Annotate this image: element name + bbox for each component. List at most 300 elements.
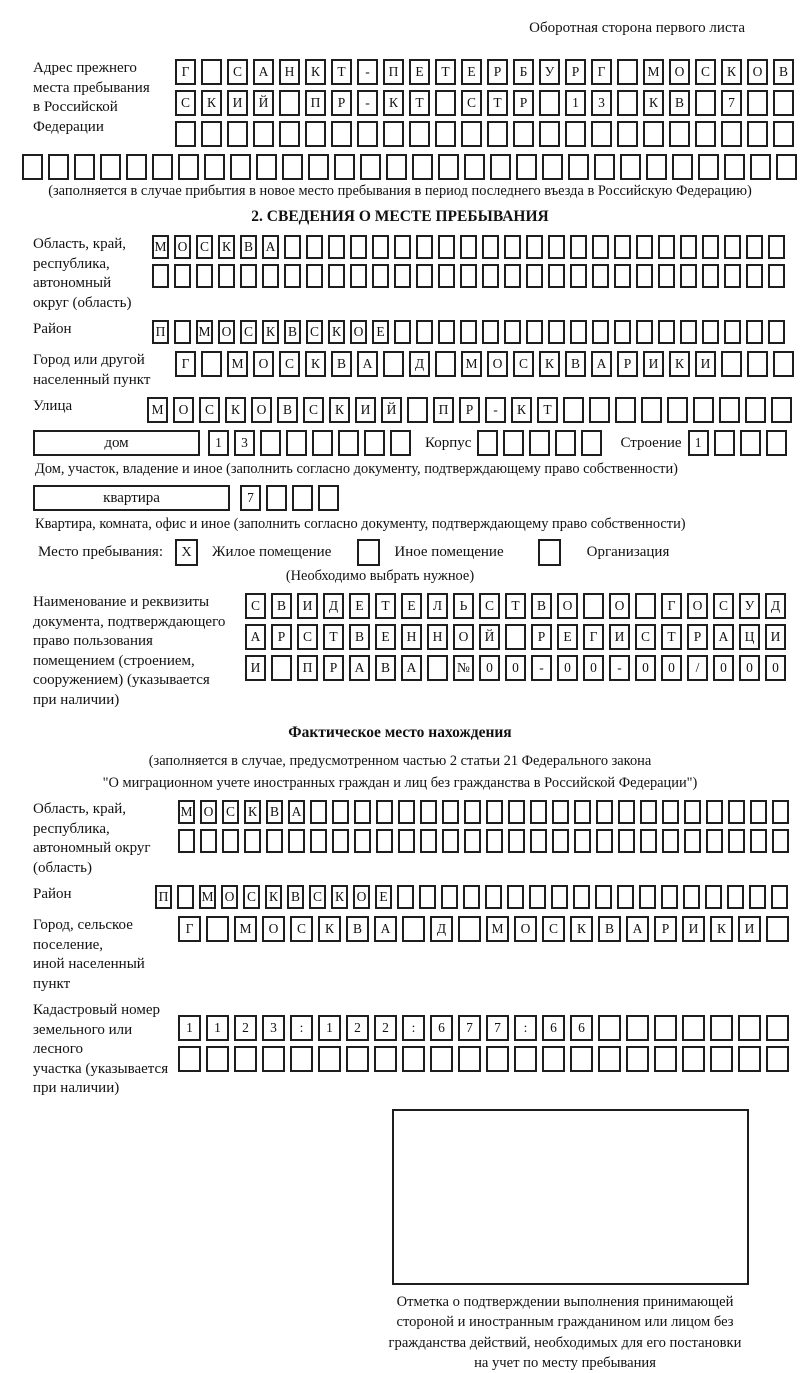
char-cell[interactable] — [693, 397, 714, 423]
char-cell[interactable] — [592, 320, 609, 344]
actual-city-row[interactable] — [178, 916, 789, 942]
char-cell[interactable] — [683, 885, 700, 909]
actual-district-row[interactable] — [155, 885, 788, 909]
char-cell[interactable]: Г — [583, 624, 604, 650]
char-cell[interactable] — [508, 800, 525, 824]
char-cell[interactable]: Л — [427, 593, 448, 619]
char-cell[interactable] — [416, 264, 433, 288]
char-cell[interactable] — [626, 1015, 649, 1041]
char-cell[interactable]: В — [773, 59, 794, 85]
char-cell[interactable] — [394, 320, 411, 344]
char-cell[interactable] — [482, 264, 499, 288]
char-cell[interactable]: А — [262, 235, 279, 259]
document-row-3[interactable] — [245, 655, 786, 681]
char-cell[interactable]: В — [349, 624, 370, 650]
char-cell[interactable] — [332, 829, 349, 853]
char-cell[interactable] — [539, 121, 560, 147]
char-cell[interactable]: 0 — [479, 655, 500, 681]
region-row-2[interactable] — [152, 264, 785, 288]
char-cell[interactable]: 6 — [570, 1015, 593, 1041]
char-cell[interactable]: И — [643, 351, 664, 377]
prev-address-overflow-row[interactable] — [22, 154, 800, 180]
char-cell[interactable]: П — [305, 90, 326, 116]
char-cell[interactable] — [266, 485, 287, 511]
char-cell[interactable]: 3 — [234, 430, 255, 456]
char-cell[interactable] — [738, 1015, 761, 1041]
char-cell[interactable] — [306, 235, 323, 259]
char-cell[interactable] — [750, 829, 767, 853]
district-row[interactable] — [152, 320, 785, 344]
char-cell[interactable]: 0 — [765, 655, 786, 681]
char-cell[interactable]: Е — [409, 59, 430, 85]
char-cell[interactable]: С — [542, 916, 565, 942]
char-cell[interactable]: С — [199, 397, 220, 423]
char-cell[interactable] — [486, 829, 503, 853]
char-cell[interactable]: А — [357, 351, 378, 377]
char-cell[interactable] — [435, 90, 456, 116]
char-cell[interactable]: И — [609, 624, 630, 650]
char-cell[interactable]: И — [738, 916, 761, 942]
char-cell[interactable]: М — [461, 351, 482, 377]
char-cell[interactable]: А — [288, 800, 305, 824]
char-cell[interactable] — [738, 1046, 761, 1072]
char-cell[interactable] — [460, 264, 477, 288]
char-cell[interactable] — [745, 397, 766, 423]
char-cell[interactable] — [256, 154, 277, 180]
char-cell[interactable] — [460, 320, 477, 344]
char-cell[interactable]: А — [401, 655, 422, 681]
char-cell[interactable] — [398, 800, 415, 824]
char-cell[interactable]: 0 — [557, 655, 578, 681]
char-cell[interactable]: В — [284, 320, 301, 344]
city-row[interactable] — [175, 351, 794, 377]
char-cell[interactable] — [178, 1046, 201, 1072]
char-cell[interactable]: С — [461, 90, 482, 116]
char-cell[interactable] — [658, 320, 675, 344]
char-cell[interactable] — [178, 154, 199, 180]
char-cell[interactable] — [477, 430, 498, 456]
apartment-cells[interactable] — [240, 485, 339, 511]
char-cell[interactable] — [636, 320, 653, 344]
prev-address-row-3[interactable] — [175, 121, 794, 147]
char-cell[interactable] — [201, 351, 222, 377]
char-cell[interactable] — [416, 235, 433, 259]
char-cell[interactable] — [200, 829, 217, 853]
korpus-cells[interactable] — [477, 430, 602, 456]
char-cell[interactable]: С — [243, 885, 260, 909]
char-cell[interactable]: С — [635, 624, 656, 650]
char-cell[interactable] — [305, 121, 326, 147]
char-cell[interactable] — [394, 235, 411, 259]
char-cell[interactable]: О — [350, 320, 367, 344]
char-cell[interactable]: 7 — [458, 1015, 481, 1041]
char-cell[interactable] — [312, 430, 333, 456]
char-cell[interactable] — [698, 154, 719, 180]
char-cell[interactable]: В — [331, 351, 352, 377]
char-cell[interactable] — [667, 397, 688, 423]
char-cell[interactable] — [658, 235, 675, 259]
char-cell[interactable]: Е — [372, 320, 389, 344]
char-cell[interactable] — [552, 800, 569, 824]
char-cell[interactable] — [702, 264, 719, 288]
char-cell[interactable] — [486, 1046, 509, 1072]
char-cell[interactable] — [174, 264, 191, 288]
char-cell[interactable] — [526, 320, 543, 344]
char-cell[interactable] — [661, 885, 678, 909]
char-cell[interactable]: С — [297, 624, 318, 650]
char-cell[interactable] — [658, 264, 675, 288]
char-cell[interactable]: М — [199, 885, 216, 909]
char-cell[interactable]: О — [353, 885, 370, 909]
char-cell[interactable]: Т — [323, 624, 344, 650]
char-cell[interactable]: С — [245, 593, 266, 619]
char-cell[interactable] — [420, 800, 437, 824]
cadastral-row-2[interactable] — [178, 1046, 789, 1072]
char-cell[interactable] — [636, 264, 653, 288]
char-cell[interactable]: И — [355, 397, 376, 423]
char-cell[interactable] — [583, 593, 604, 619]
char-cell[interactable] — [570, 235, 587, 259]
char-cell[interactable]: К — [328, 320, 345, 344]
char-cell[interactable] — [206, 1046, 229, 1072]
char-cell[interactable] — [504, 320, 521, 344]
char-cell[interactable] — [574, 829, 591, 853]
char-cell[interactable]: Т — [435, 59, 456, 85]
char-cell[interactable] — [460, 235, 477, 259]
char-cell[interactable] — [222, 829, 239, 853]
char-cell[interactable] — [334, 154, 355, 180]
char-cell[interactable] — [620, 154, 641, 180]
char-cell[interactable]: Р — [459, 397, 480, 423]
char-cell[interactable] — [643, 121, 664, 147]
char-cell[interactable]: М — [152, 235, 169, 259]
char-cell[interactable] — [727, 885, 744, 909]
char-cell[interactable] — [766, 1046, 789, 1072]
char-cell[interactable]: С — [196, 235, 213, 259]
char-cell[interactable]: Т — [505, 593, 526, 619]
char-cell[interactable] — [574, 800, 591, 824]
char-cell[interactable] — [766, 1015, 789, 1041]
char-cell[interactable] — [178, 829, 195, 853]
char-cell[interactable]: С — [309, 885, 326, 909]
char-cell[interactable]: С — [240, 320, 257, 344]
actual-region-row-2[interactable] — [178, 829, 789, 853]
char-cell[interactable] — [768, 235, 785, 259]
char-cell[interactable]: - — [485, 397, 506, 423]
char-cell[interactable] — [284, 264, 301, 288]
char-cell[interactable] — [279, 90, 300, 116]
region-row-1[interactable] — [152, 235, 785, 259]
char-cell[interactable]: В — [669, 90, 690, 116]
char-cell[interactable] — [331, 121, 352, 147]
char-cell[interactable] — [284, 235, 301, 259]
char-cell[interactable]: 0 — [505, 655, 526, 681]
char-cell[interactable] — [750, 154, 771, 180]
char-cell[interactable]: К — [305, 59, 326, 85]
char-cell[interactable]: 1 — [208, 430, 229, 456]
char-cell[interactable] — [318, 485, 339, 511]
char-cell[interactable] — [350, 235, 367, 259]
char-cell[interactable]: К — [262, 320, 279, 344]
char-cell[interactable] — [773, 90, 794, 116]
char-cell[interactable]: В — [375, 655, 396, 681]
char-cell[interactable]: Й — [479, 624, 500, 650]
char-cell[interactable] — [271, 655, 292, 681]
char-cell[interactable]: 7 — [486, 1015, 509, 1041]
char-cell[interactable]: - — [531, 655, 552, 681]
char-cell[interactable]: К — [218, 235, 235, 259]
char-cell[interactable]: М — [486, 916, 509, 942]
char-cell[interactable]: - — [357, 59, 378, 85]
char-cell[interactable] — [240, 264, 257, 288]
char-cell[interactable] — [591, 121, 612, 147]
char-cell[interactable] — [626, 1046, 649, 1072]
char-cell[interactable] — [288, 829, 305, 853]
char-cell[interactable]: 7 — [721, 90, 742, 116]
char-cell[interactable]: : — [290, 1015, 313, 1041]
char-cell[interactable] — [551, 885, 568, 909]
char-cell[interactable] — [201, 59, 222, 85]
char-cell[interactable]: К — [539, 351, 560, 377]
char-cell[interactable] — [508, 829, 525, 853]
char-cell[interactable]: В — [266, 800, 283, 824]
char-cell[interactable]: С — [513, 351, 534, 377]
char-cell[interactable] — [768, 320, 785, 344]
char-cell[interactable] — [526, 235, 543, 259]
char-cell[interactable] — [617, 90, 638, 116]
char-cell[interactable] — [262, 1046, 285, 1072]
char-cell[interactable]: 0 — [583, 655, 604, 681]
char-cell[interactable] — [555, 430, 576, 456]
char-cell[interactable]: К — [318, 916, 341, 942]
char-cell[interactable]: К — [305, 351, 326, 377]
char-cell[interactable] — [290, 1046, 313, 1072]
char-cell[interactable]: О — [747, 59, 768, 85]
char-cell[interactable]: А — [591, 351, 612, 377]
char-cell[interactable]: 2 — [346, 1015, 369, 1041]
char-cell[interactable] — [234, 1046, 257, 1072]
char-cell[interactable]: Г — [178, 916, 201, 942]
char-cell[interactable] — [548, 235, 565, 259]
char-cell[interactable] — [152, 264, 169, 288]
char-cell[interactable] — [409, 121, 430, 147]
char-cell[interactable]: Д — [323, 593, 344, 619]
char-cell[interactable] — [702, 320, 719, 344]
char-cell[interactable] — [513, 121, 534, 147]
char-cell[interactable]: Й — [381, 397, 402, 423]
char-cell[interactable]: О — [221, 885, 238, 909]
char-cell[interactable]: Г — [661, 593, 682, 619]
char-cell[interactable]: Н — [427, 624, 448, 650]
char-cell[interactable] — [654, 1046, 677, 1072]
char-cell[interactable] — [282, 154, 303, 180]
char-cell[interactable] — [598, 1046, 621, 1072]
char-cell[interactable]: М — [196, 320, 213, 344]
char-cell[interactable] — [260, 430, 281, 456]
char-cell[interactable] — [695, 121, 716, 147]
char-cell[interactable]: Р — [565, 59, 586, 85]
char-cell[interactable]: 1 — [178, 1015, 201, 1041]
char-cell[interactable] — [721, 351, 742, 377]
char-cell[interactable] — [747, 121, 768, 147]
char-cell[interactable]: И — [682, 916, 705, 942]
char-cell[interactable] — [376, 829, 393, 853]
char-cell[interactable]: К — [383, 90, 404, 116]
char-cell[interactable]: Т — [661, 624, 682, 650]
char-cell[interactable]: 2 — [234, 1015, 257, 1041]
char-cell[interactable] — [771, 397, 792, 423]
char-cell[interactable] — [376, 800, 393, 824]
char-cell[interactable] — [463, 885, 480, 909]
char-cell[interactable] — [175, 121, 196, 147]
char-cell[interactable]: К — [225, 397, 246, 423]
char-cell[interactable] — [684, 829, 701, 853]
char-cell[interactable] — [230, 154, 251, 180]
char-cell[interactable] — [438, 264, 455, 288]
char-cell[interactable]: Е — [375, 885, 392, 909]
char-cell[interactable] — [354, 800, 371, 824]
char-cell[interactable] — [360, 154, 381, 180]
char-cell[interactable] — [253, 121, 274, 147]
char-cell[interactable] — [482, 235, 499, 259]
char-cell[interactable] — [332, 800, 349, 824]
char-cell[interactable]: П — [155, 885, 172, 909]
char-cell[interactable]: № — [453, 655, 474, 681]
char-cell[interactable] — [262, 264, 279, 288]
char-cell[interactable] — [372, 235, 389, 259]
char-cell[interactable] — [596, 829, 613, 853]
char-cell[interactable]: М — [234, 916, 257, 942]
char-cell[interactable] — [374, 1046, 397, 1072]
char-cell[interactable]: О — [262, 916, 285, 942]
char-cell[interactable] — [640, 800, 657, 824]
char-cell[interactable]: Н — [401, 624, 422, 650]
char-cell[interactable] — [747, 351, 768, 377]
char-cell[interactable]: П — [152, 320, 169, 344]
char-cell[interactable]: И — [695, 351, 716, 377]
char-cell[interactable]: Р — [513, 90, 534, 116]
char-cell[interactable]: О — [200, 800, 217, 824]
char-cell[interactable] — [442, 800, 459, 824]
char-cell[interactable] — [328, 264, 345, 288]
char-cell[interactable] — [747, 90, 768, 116]
char-cell[interactable]: С — [713, 593, 734, 619]
char-cell[interactable] — [568, 154, 589, 180]
char-cell[interactable] — [427, 655, 448, 681]
char-cell[interactable] — [201, 121, 222, 147]
char-cell[interactable] — [680, 235, 697, 259]
char-cell[interactable] — [702, 235, 719, 259]
char-cell[interactable] — [458, 1046, 481, 1072]
char-cell[interactable] — [227, 121, 248, 147]
char-cell[interactable]: П — [383, 59, 404, 85]
char-cell[interactable] — [680, 264, 697, 288]
char-cell[interactable]: К — [570, 916, 593, 942]
char-cell[interactable]: Й — [253, 90, 274, 116]
char-cell[interactable] — [74, 154, 95, 180]
char-cell[interactable]: О — [253, 351, 274, 377]
char-cell[interactable]: Г — [175, 351, 196, 377]
char-cell[interactable] — [639, 885, 656, 909]
char-cell[interactable] — [526, 264, 543, 288]
char-cell[interactable] — [548, 264, 565, 288]
char-cell[interactable]: И — [297, 593, 318, 619]
char-cell[interactable]: : — [402, 1015, 425, 1041]
char-cell[interactable] — [706, 800, 723, 824]
char-cell[interactable] — [328, 235, 345, 259]
char-cell[interactable] — [662, 829, 679, 853]
char-cell[interactable] — [772, 829, 789, 853]
char-cell[interactable]: 1 — [318, 1015, 341, 1041]
char-cell[interactable]: Р — [271, 624, 292, 650]
char-cell[interactable]: 3 — [262, 1015, 285, 1041]
char-cell[interactable] — [174, 320, 191, 344]
char-cell[interactable] — [773, 351, 794, 377]
char-cell[interactable] — [372, 264, 389, 288]
char-cell[interactable]: О — [453, 624, 474, 650]
char-cell[interactable] — [530, 829, 547, 853]
char-cell[interactable]: А — [713, 624, 734, 650]
char-cell[interactable] — [773, 121, 794, 147]
char-cell[interactable] — [710, 1046, 733, 1072]
char-cell[interactable]: Т — [409, 90, 430, 116]
char-cell[interactable]: О — [557, 593, 578, 619]
char-cell[interactable] — [662, 800, 679, 824]
char-cell[interactable]: О — [487, 351, 508, 377]
char-cell[interactable]: Р — [617, 351, 638, 377]
char-cell[interactable]: М — [643, 59, 664, 85]
char-cell[interactable]: О — [687, 593, 708, 619]
char-cell[interactable]: 3 — [591, 90, 612, 116]
actual-region-row-1[interactable] — [178, 800, 789, 824]
char-cell[interactable]: У — [539, 59, 560, 85]
char-cell[interactable] — [464, 800, 481, 824]
char-cell[interactable]: Р — [323, 655, 344, 681]
char-cell[interactable] — [514, 1046, 537, 1072]
char-cell[interactable]: И — [765, 624, 786, 650]
char-cell[interactable]: Г — [175, 59, 196, 85]
char-cell[interactable] — [615, 397, 636, 423]
char-cell[interactable] — [669, 121, 690, 147]
char-cell[interactable]: / — [687, 655, 708, 681]
char-cell[interactable]: В — [240, 235, 257, 259]
char-cell[interactable]: Ь — [453, 593, 474, 619]
char-cell[interactable] — [570, 1046, 593, 1072]
char-cell[interactable] — [721, 121, 742, 147]
char-cell[interactable] — [598, 1015, 621, 1041]
char-cell[interactable] — [594, 154, 615, 180]
char-cell[interactable] — [746, 235, 763, 259]
char-cell[interactable] — [705, 885, 722, 909]
char-cell[interactable]: К — [511, 397, 532, 423]
char-cell[interactable] — [570, 320, 587, 344]
char-cell[interactable] — [383, 351, 404, 377]
char-cell[interactable]: К — [329, 397, 350, 423]
char-cell[interactable]: О — [251, 397, 272, 423]
char-cell[interactable] — [438, 320, 455, 344]
char-cell[interactable] — [682, 1015, 705, 1041]
char-cell[interactable] — [435, 351, 456, 377]
char-cell[interactable] — [286, 430, 307, 456]
char-cell[interactable] — [746, 320, 763, 344]
char-cell[interactable]: А — [245, 624, 266, 650]
char-cell[interactable] — [592, 264, 609, 288]
stay-option-other-checkbox[interactable] — [357, 539, 380, 566]
char-cell[interactable] — [614, 320, 631, 344]
char-cell[interactable]: Т — [331, 59, 352, 85]
char-cell[interactable] — [438, 154, 459, 180]
char-cell[interactable]: В — [277, 397, 298, 423]
